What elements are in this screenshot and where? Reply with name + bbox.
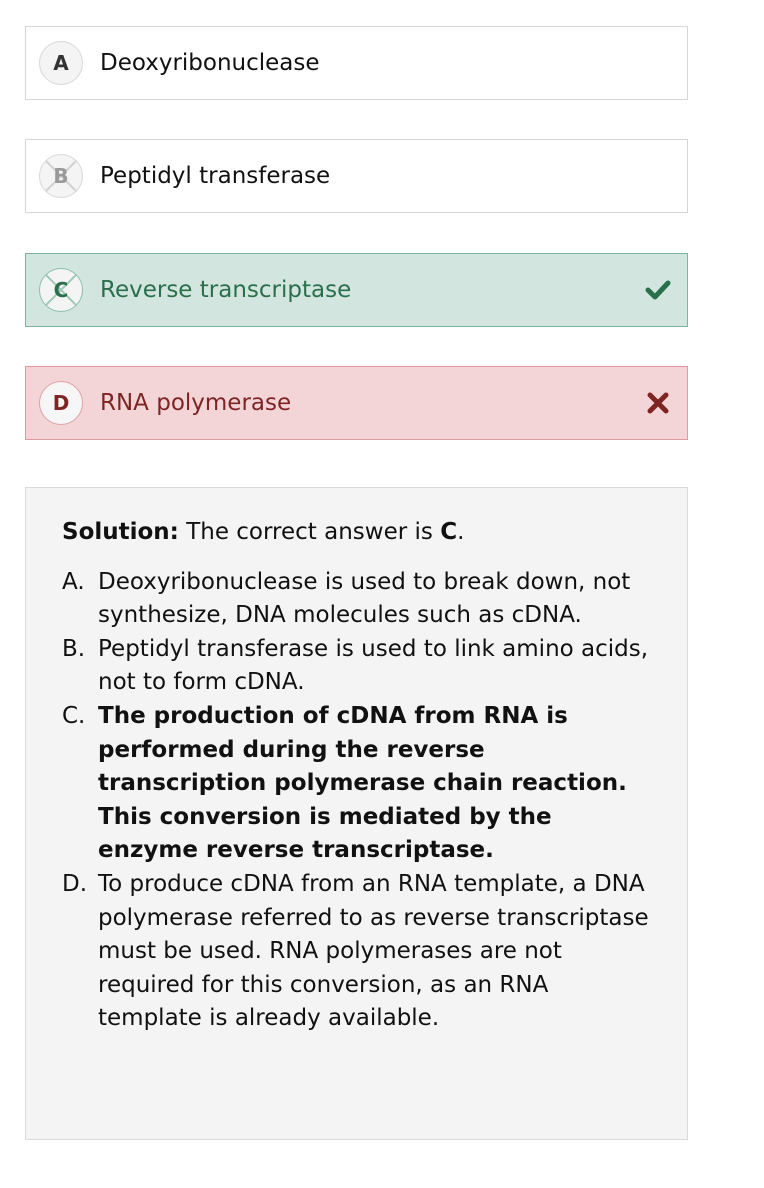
option-letter-badge[interactable] — [39, 154, 83, 198]
option-text: Reverse transcriptase — [100, 277, 352, 303]
answer-option-b[interactable] — [25, 139, 688, 213]
solution-intro: The correct answer is — [178, 519, 441, 545]
explanation-text: Deoxyribonuclease is used to break down, not synthesize, DNA molecules such as cDNA. — [98, 568, 631, 629]
option-letter: B — [53, 164, 69, 188]
option-letter: D — [52, 391, 70, 415]
explanation-text: To produce cDNA from an RNA template, a DNA polymerase referred to as reverse transcriptase must be used. RNA polymerases are not required for this conversion, as an RNA template is already available. — [98, 870, 649, 1032]
option-text: RNA polymerase — [100, 390, 292, 416]
explanation-marker: A. — [62, 568, 85, 595]
solution-panel — [25, 487, 688, 1140]
option-text: Deoxyribonuclease — [100, 50, 320, 76]
explanation-marker: B. — [62, 635, 86, 662]
explanation-item-b — [62, 633, 651, 700]
solution-answer: C — [440, 519, 458, 545]
answer-option-a[interactable] — [25, 26, 688, 100]
explanation-text: Peptidyl transferase is used to link amino acids, not to form cDNA. — [98, 635, 649, 696]
solution-period: . — [457, 519, 465, 545]
explanation-item-a — [62, 566, 651, 633]
explanation-text: The production of cDNA from RNA is performed during the reverse transcription polymerase chain reaction. This conversion is mediated by the enzyme reverse transcriptase. — [98, 702, 627, 864]
check-icon — [645, 277, 671, 303]
explanation-list — [62, 566, 651, 1036]
explanation-item-d — [62, 868, 651, 1036]
solution-heading — [62, 516, 651, 550]
option-letter-badge[interactable] — [39, 41, 83, 85]
explanation-item-c — [62, 700, 651, 868]
answer-option-d[interactable] — [25, 366, 688, 440]
x-icon — [645, 390, 671, 416]
explanation-marker: D. — [62, 870, 88, 897]
explanation-marker: C. — [62, 702, 86, 729]
option-letter-badge[interactable] — [39, 381, 83, 425]
option-letter-badge[interactable] — [39, 268, 83, 312]
solution-label: Solution: — [62, 519, 179, 545]
option-letter: C — [53, 278, 69, 302]
answer-option-c[interactable] — [25, 253, 688, 327]
option-text: Peptidyl transferase — [100, 163, 331, 189]
option-letter: A — [53, 51, 69, 75]
